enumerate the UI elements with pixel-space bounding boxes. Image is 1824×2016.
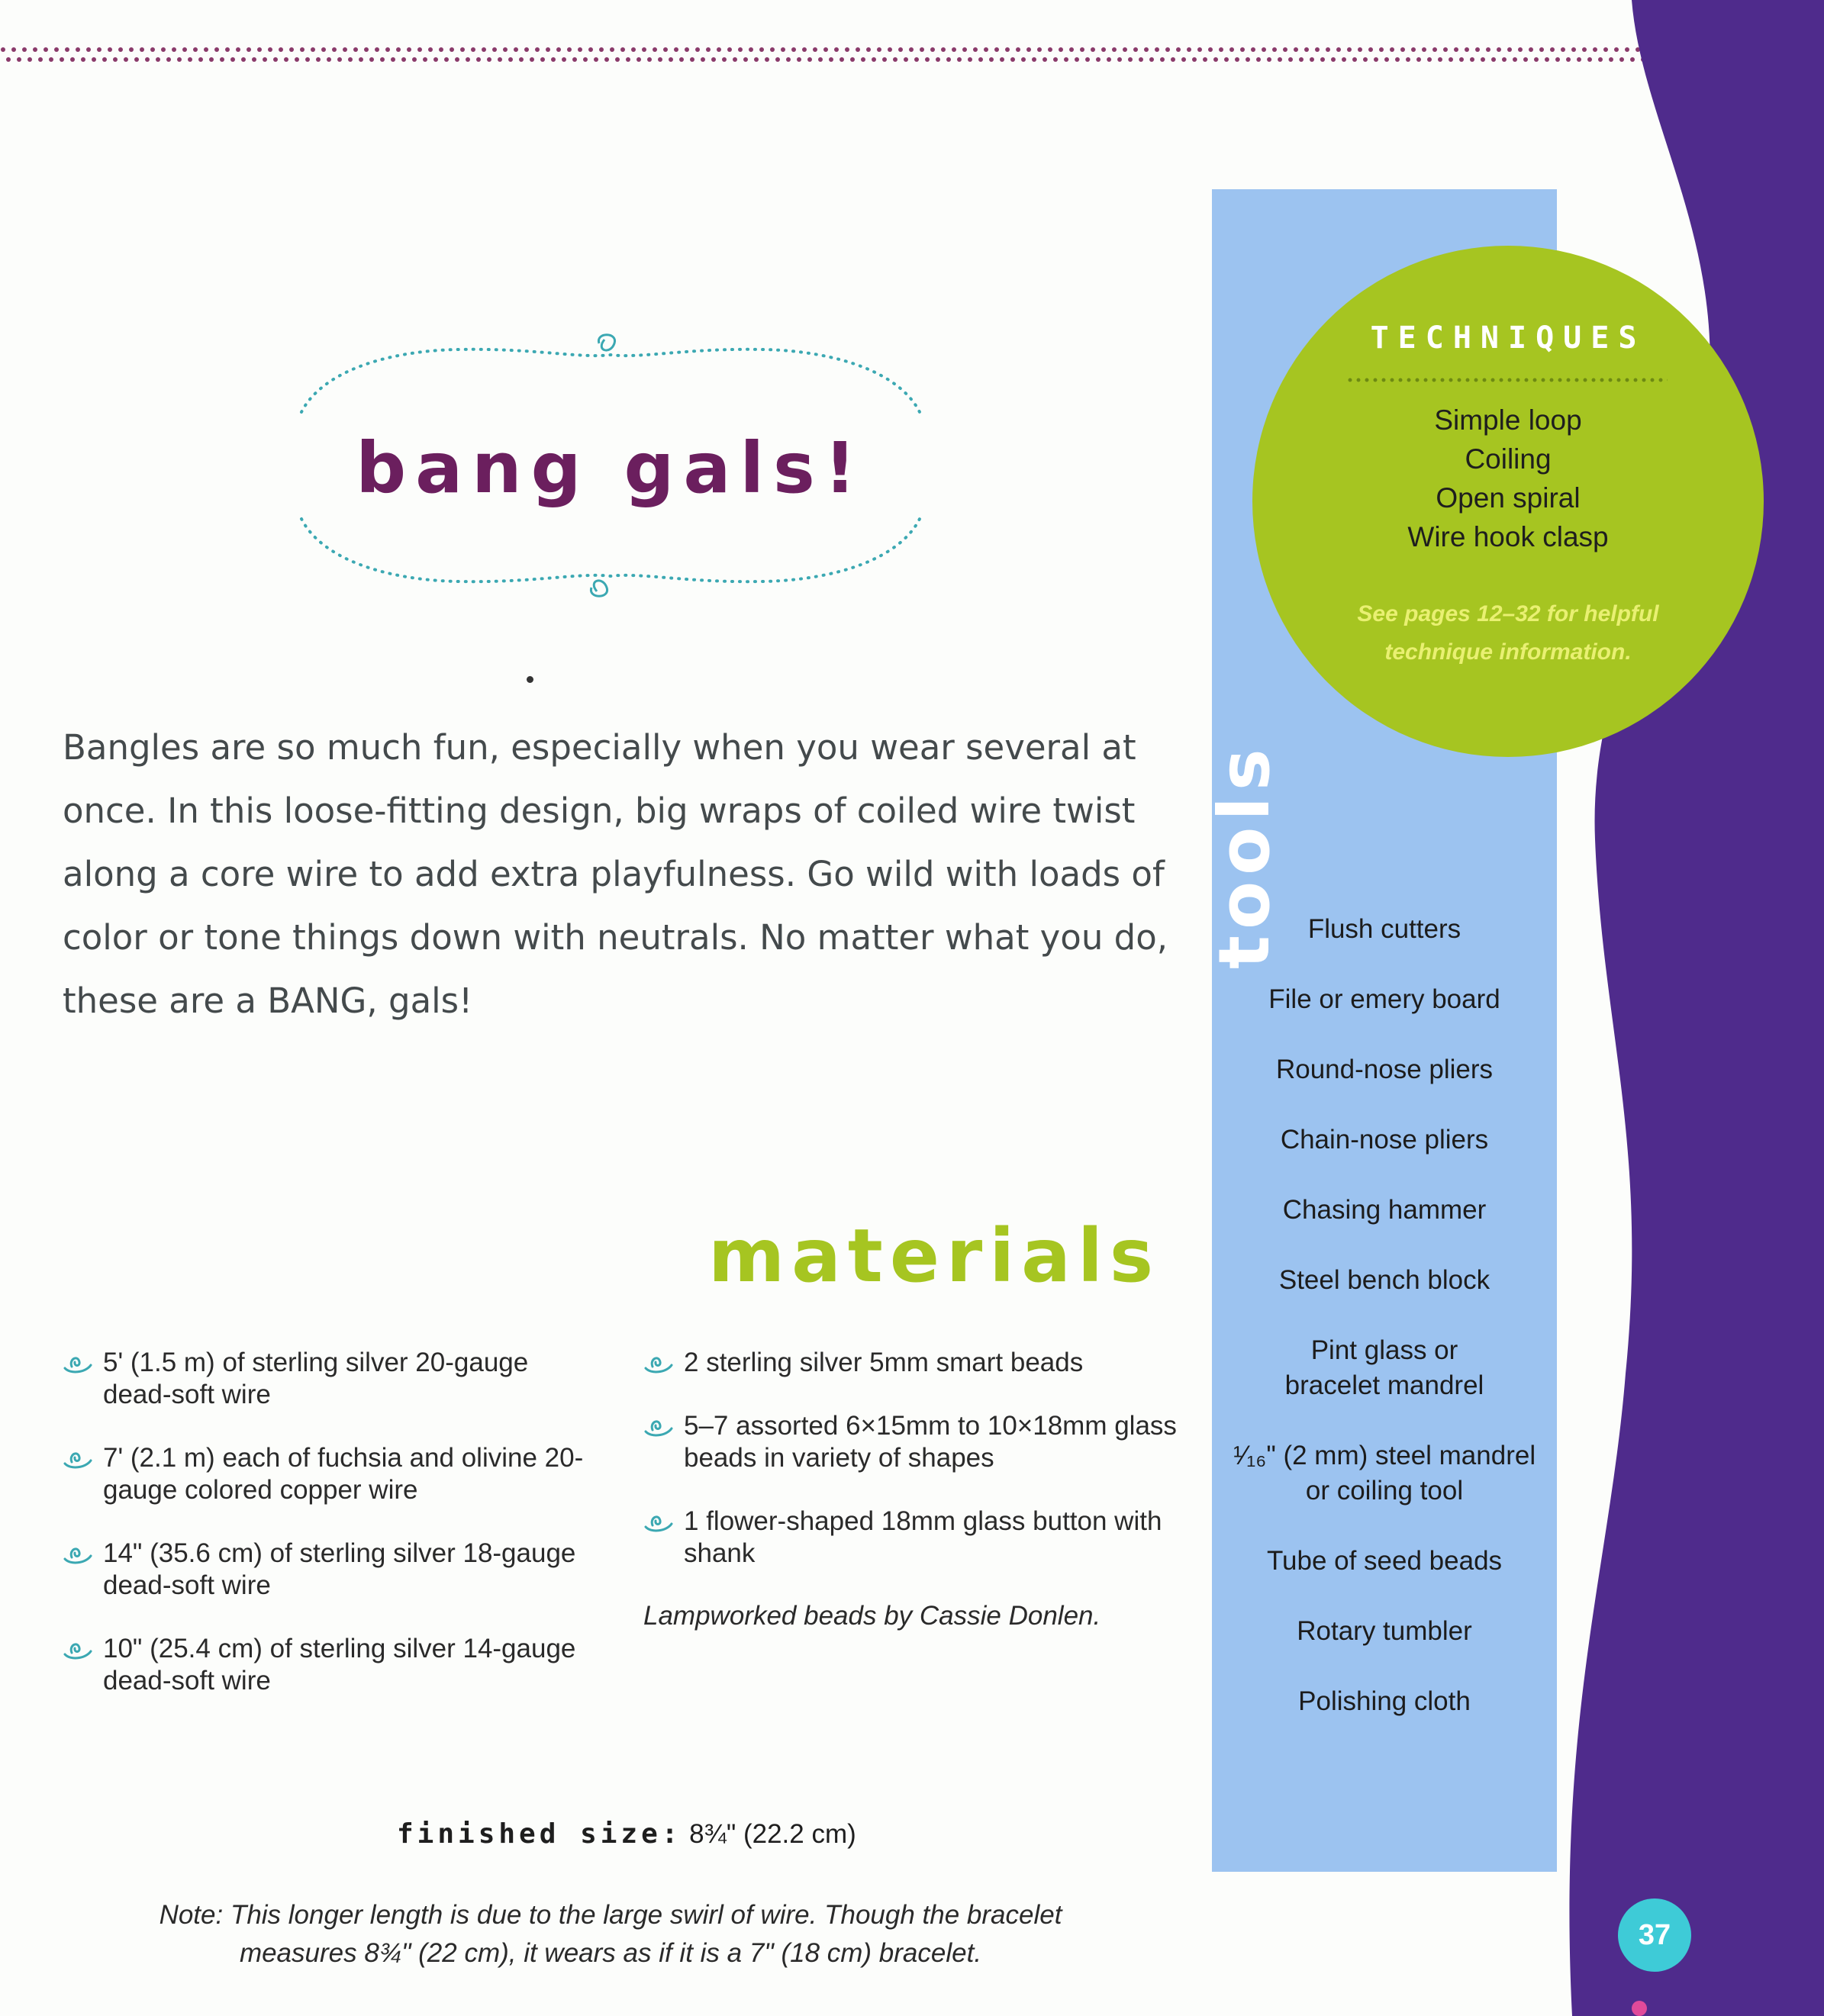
tool-item: Chasing hammer (1282, 1195, 1487, 1225)
page-number: 37 (1618, 1898, 1691, 1972)
finished-size-value: 8¾" (22.2 cm) (689, 1819, 856, 1849)
technique-item: Wire hook clasp (1407, 521, 1609, 552)
material-item (63, 1442, 597, 1506)
beads-credit: Lampworked beads by Cassie Donlen. (643, 1601, 1101, 1631)
tool-item: File or emery board (1268, 984, 1500, 1014)
technique-item: Coiling (1465, 443, 1552, 475)
material-item (643, 1506, 1178, 1570)
material-item (63, 1538, 597, 1602)
technique-item: Open spiral (1436, 482, 1581, 514)
material-item (643, 1347, 1178, 1379)
tool-item: Polishing cloth (1298, 1686, 1471, 1716)
techniques-note: See pages 12–32 for helpful technique information. (1357, 601, 1659, 665)
swirl-icon (63, 1638, 93, 1660)
tool-item: Rotary tumbler (1297, 1616, 1472, 1646)
page-title: bang gals! (356, 427, 865, 509)
materials-list-col2 (643, 1347, 1178, 1601)
material-item (643, 1410, 1178, 1474)
material-text: 5–7 assorted 6×15mm to 10×18mm glass beads in variety of shapes (684, 1411, 1177, 1473)
tool-item: ¹⁄₁₆" (2 mm) steel mandrel or coiling tool (1233, 1441, 1536, 1506)
material-text: 7' (2.1 m) each of fuchsia and olivine 20-gauge colored copper wire (103, 1443, 584, 1505)
material-text: 10" (25.4 cm) of sterling silver 14-gauge dead-soft wire (103, 1634, 576, 1696)
material-text: 14" (35.6 cm) of sterling silver 18-gauge dead-soft wire (103, 1538, 576, 1600)
finished-size (397, 1818, 931, 1850)
tool-item: Chain-nose pliers (1280, 1125, 1489, 1155)
swirl-icon (63, 1542, 93, 1565)
swirl-icon (63, 1351, 93, 1374)
swirl-icon (643, 1351, 674, 1374)
material-text: 2 sterling silver 5mm smart beads (684, 1348, 1084, 1377)
material-text: 5' (1.5 m) of sterling silver 20-gauge dead-soft wire (103, 1348, 529, 1409)
techniques-list (1252, 401, 1764, 556)
tool-item: Pint glass or bracelet mandrel (1284, 1335, 1484, 1400)
tool-item: Tube of seed beads (1266, 1546, 1503, 1576)
finished-size-label: finished size: (397, 1818, 682, 1850)
materials-heading: materials (708, 1213, 1160, 1299)
techniques-title: TECHNIQUES (1370, 320, 1646, 356)
materials-list-col1 (63, 1347, 597, 1728)
material-item (63, 1347, 597, 1411)
tools-list (1212, 912, 1557, 1754)
tool-item: Round-nose pliers (1275, 1055, 1494, 1084)
swirl-icon (63, 1447, 93, 1470)
decorative-dot (527, 676, 533, 683)
size-note: Note: This longer length is due to the large swirl of wire. Though the bracelet measures 8¾" (22 cm), it wears as if it is a 7" (18 cm) bracelet. (159, 1900, 1062, 1968)
material-text: 1 flower-shaped 18mm glass button with shank (684, 1506, 1162, 1568)
swirl-icon (643, 1510, 674, 1533)
techniques-divider (1347, 377, 1668, 383)
material-item (63, 1633, 597, 1697)
intro-paragraph: Bangles are so much fun, especially when you wear several at once. In this loose-fitting design, big wraps of coiled wire twist along a core wire to add extra playfulness. Go wild with loads of color or tone things down with neutrals. No matter what you do, these are a BANG, gals! (63, 727, 1168, 1021)
tools-heading-text: tools (1204, 742, 1285, 969)
tool-item: Steel bench block (1278, 1265, 1490, 1295)
swirl-icon (643, 1415, 674, 1438)
technique-item: Simple loop (1434, 404, 1582, 436)
tool-item: Flush cutters (1307, 914, 1461, 944)
